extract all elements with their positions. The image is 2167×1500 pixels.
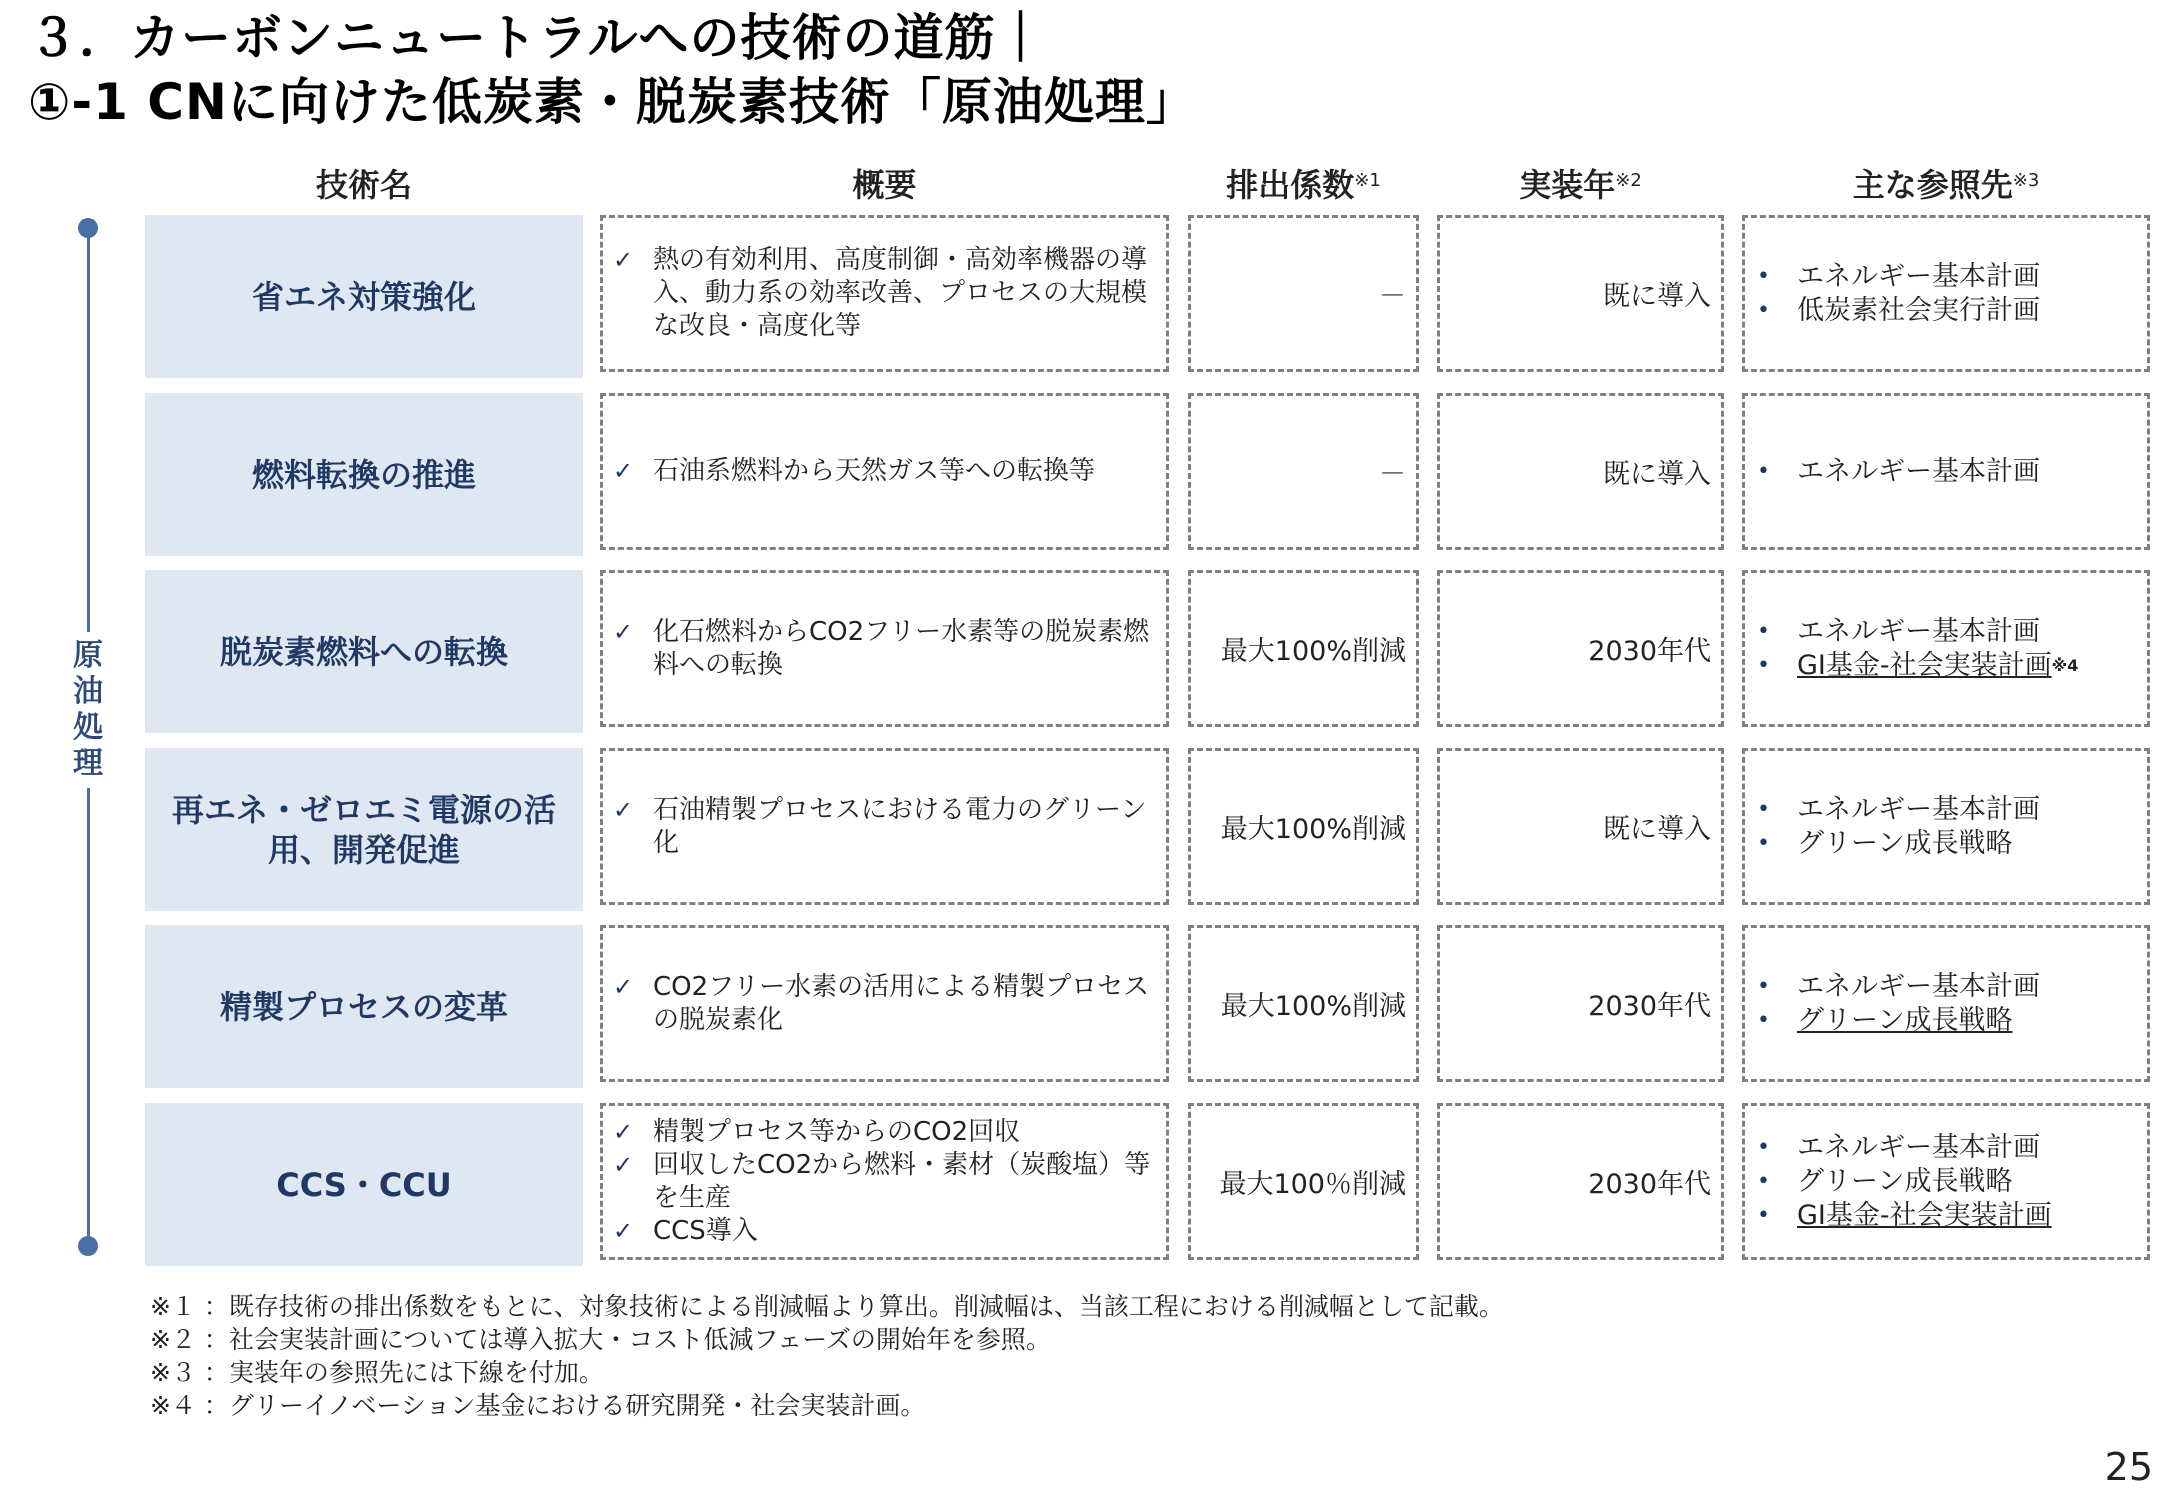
reference-text: エネルギー基本計画: [1797, 455, 2040, 487]
technology-name: CCS・CCU: [145, 1103, 583, 1266]
reference-text: グリーン成長戦略: [1797, 1004, 2013, 1036]
reference-text: 低炭素社会実行計画: [1797, 294, 2040, 326]
year-cell: [1437, 570, 1724, 727]
technology-name: 精製プロセスの変革: [145, 925, 583, 1088]
emission-cell: [1188, 215, 1419, 372]
bullet-icon: •: [1757, 1168, 1770, 1194]
checkmark-icon: ✓: [613, 617, 634, 646]
emission-cell: [1188, 748, 1419, 905]
header-technology-name: 技術名: [315, 166, 412, 204]
summary-text: 石油精製プロセスにおける電力のグリーン化: [653, 794, 1147, 858]
reference-item: [1753, 970, 2141, 1004]
reference-note: ※4: [2051, 655, 2079, 675]
year-value: 既に導入: [1603, 281, 1711, 312]
reference-text: エネルギー基本計画: [1797, 1131, 2040, 1163]
year-value: 2030年代: [1588, 636, 1711, 667]
emission-value: －: [1379, 281, 1406, 312]
emission-cell: [1188, 393, 1419, 550]
year-value: 既に導入: [1603, 459, 1711, 490]
emission-value: 最大100%削減: [1220, 991, 1406, 1022]
year-cell: [1437, 393, 1724, 550]
header-emission: 排出係数$^{※1}$: [1226, 166, 1381, 204]
bullet-icon: •: [1757, 1202, 1770, 1228]
bullet-icon: •: [1757, 796, 1770, 822]
table-row: [0, 748, 2167, 911]
summary-cell: [600, 393, 1169, 550]
checkmark-icon: ✓: [613, 1117, 634, 1146]
reference-item: [1753, 294, 2141, 328]
footnote: ※１ ：既存技術の排出係数をもとに、対象技術による削減幅より算出。削減幅は、当該工程における削減幅として記載。: [150, 1292, 1504, 1321]
bullet-icon: •: [1757, 263, 1770, 289]
checkmark-icon: ✓: [613, 972, 634, 1001]
header-summary: 概要: [852, 166, 917, 204]
checkmark-icon: ✓: [613, 457, 634, 485]
page-title-line1: ３．カーボンニュートラルへの技術の道筋｜: [28, 9, 1047, 67]
summary-text: 熱の有効利用、高度制御・高効率機器の導入、動力系の効率改善、プロセスの大規模な改良・高度化等: [653, 245, 1148, 341]
year-cell: [1437, 215, 1724, 372]
checkmark-icon: ✓: [613, 795, 634, 824]
summary-item: [613, 971, 1158, 1037]
year-value: 既に導入: [1603, 814, 1711, 845]
summary-text: 精製プロセス等からのCO2回収: [653, 1116, 1021, 1147]
reference-item: [1753, 455, 2141, 489]
references-cell: [1742, 748, 2150, 905]
year-cell: [1437, 925, 1724, 1082]
reference-text: エネルギー基本計画: [1797, 793, 2040, 825]
technology-name: 燃料転換の推進: [145, 393, 583, 556]
summary-item: [613, 616, 1158, 682]
header-references: 主な参照先$^{※3}$: [1852, 166, 2040, 204]
summary-cell: [600, 570, 1169, 727]
category-label: 原 油 処 理: [66, 632, 110, 788]
technology-name: 再エネ・ゼロエミ電源の活用、開発促進: [145, 748, 583, 911]
reference-item: [1753, 1165, 2141, 1199]
table-row: [0, 1103, 2167, 1266]
emission-cell: [1188, 925, 1419, 1082]
checkmark-icon: ✓: [613, 246, 634, 274]
emission-cell: [1188, 570, 1419, 727]
bullet-icon: •: [1757, 297, 1770, 323]
references-cell: [1742, 570, 2150, 727]
summary-item: [613, 794, 1158, 860]
references-cell: [1742, 215, 2150, 372]
footnote: ※２ ：社会実装計画については導入拡大・コスト低減フェーズの開始年を参照。: [150, 1325, 1051, 1354]
reference-text: エネルギー基本計画: [1797, 970, 2040, 1002]
summary-text: 回収したCO2から燃料・素材（炭酸塩）等を生産: [653, 1149, 1151, 1213]
footnote: ※３ ：実装年の参照先には下線を付加。: [150, 1358, 604, 1387]
checkmark-icon: ✓: [613, 1150, 634, 1179]
footnote: ※４ ：グリーイノベーション基金における研究開発・社会実装計画。: [150, 1391, 926, 1420]
reference-item: [1753, 1004, 2141, 1038]
references-cell: [1742, 393, 2150, 550]
summary-text: CO2フリー水素の活用による精製プロセスの脱炭素化: [653, 971, 1150, 1035]
reference-item: [1753, 793, 2141, 827]
summary-text: 化石燃料からCO2フリー水素等の脱炭素燃料への転換: [653, 616, 1150, 680]
summary-item: [613, 455, 1158, 488]
emission-cell: [1188, 1103, 1419, 1260]
summary-cell: [600, 748, 1169, 905]
summary-item: [613, 1116, 1158, 1149]
table-row: [0, 215, 2167, 378]
table-row: [0, 393, 2167, 556]
table-row: [0, 925, 2167, 1088]
reference-item: [1753, 260, 2141, 294]
emission-value: 最大100％削減: [1219, 1169, 1406, 1200]
reference-item: [1753, 615, 2141, 649]
bullet-icon: •: [1757, 1007, 1770, 1033]
technology-name: 省エネ対策強化: [145, 215, 583, 378]
bullet-icon: •: [1757, 1134, 1770, 1160]
reference-item: [1753, 1199, 2141, 1233]
page-number: 25: [2104, 1445, 2153, 1489]
reference-text: グリーン成長戦略: [1797, 1165, 2013, 1197]
summary-text: CCS導入: [653, 1215, 758, 1246]
reference-item: [1753, 827, 2141, 861]
bullet-icon: •: [1757, 830, 1770, 856]
reference-text: グリーン成長戦略: [1797, 827, 2013, 859]
references-cell: [1742, 925, 2150, 1082]
summary-cell: [600, 1103, 1169, 1260]
emission-value: 最大100%削減: [1220, 636, 1406, 667]
year-cell: [1437, 1103, 1724, 1260]
summary-cell: [600, 215, 1169, 372]
emission-value: －: [1379, 459, 1406, 490]
summary-item: [613, 1149, 1158, 1215]
bullet-icon: •: [1757, 973, 1770, 999]
bullet-icon: •: [1757, 618, 1770, 644]
bullet-icon: •: [1757, 652, 1770, 678]
bullet-icon: •: [1757, 458, 1770, 484]
summary-text: 石油系燃料から天然ガス等への転換等: [653, 456, 1096, 486]
reference-text: GI基金-社会実装計画: [1797, 1199, 2052, 1231]
references-cell: [1742, 1103, 2150, 1260]
technology-name: 脱炭素燃料への転換: [145, 570, 583, 733]
year-value: 2030年代: [1588, 991, 1711, 1022]
reference-text: GI基金-社会実装計画: [1797, 649, 2052, 681]
year-cell: [1437, 748, 1724, 905]
summary-item: [613, 244, 1158, 343]
year-value: 2030年代: [1588, 1169, 1711, 1200]
emission-value: 最大100%削減: [1220, 814, 1406, 845]
page-title-line2: ①-1 CNに向けた低炭素・脱炭素技術「原油処理」: [28, 73, 1197, 131]
reference-item: [1753, 1131, 2141, 1165]
summary-cell: [600, 925, 1169, 1082]
footnotes: [150, 1290, 1504, 1422]
summary-item: [613, 1215, 1158, 1248]
table-row: [0, 570, 2167, 733]
checkmark-icon: ✓: [613, 1216, 634, 1245]
reference-item: [1753, 649, 2141, 683]
header-year: 実装年$^{※2}$: [1519, 166, 1642, 204]
reference-text: エネルギー基本計画: [1797, 260, 2040, 292]
reference-text: エネルギー基本計画: [1797, 615, 2040, 647]
